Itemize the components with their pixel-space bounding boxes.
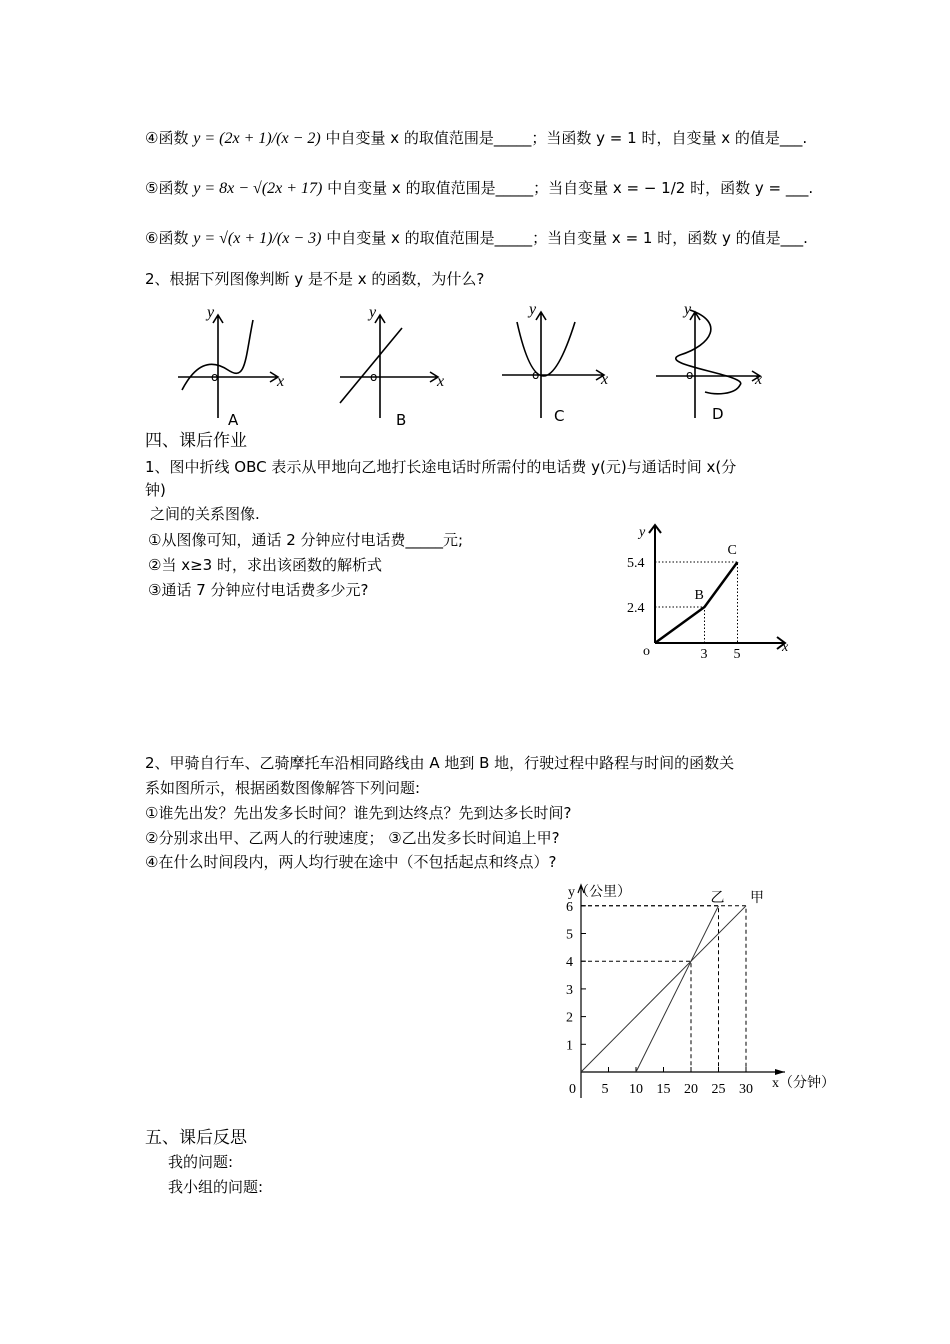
- problem-2-item-3: ④在什么时间段内，两人均行驶在途中（不包括起点和终点）?: [145, 853, 557, 871]
- q4-formula: y = (2x + 1)/(x − 2): [193, 130, 321, 147]
- origin-label: o: [643, 644, 650, 659]
- graph-b-x-label: x: [437, 373, 445, 390]
- x-tick-label: 5: [601, 1082, 609, 1097]
- section-4-title: 四、课后作业: [145, 431, 247, 451]
- graph-b-label: B: [396, 411, 407, 429]
- x-arrow-icon: [775, 1069, 785, 1075]
- x-tick-label: 10: [629, 1082, 643, 1097]
- q6-prefix: ⑥函数: [145, 229, 189, 247]
- problem-2-line-1: 2、甲骑自行车、乙骑摩托车沿相同路线由 A 地到 B 地，行驶过程中路程与时间的函数关: [145, 754, 735, 772]
- graph-a-origin: o: [211, 370, 219, 384]
- x-tick-label: 15: [656, 1082, 671, 1097]
- graph-b-origin: o: [370, 370, 378, 384]
- problem-1-item-1: ①从图像可知，通话 2 分钟应付电话费_____元;: [148, 531, 464, 549]
- problem-2-item-1: ①谁先出发？先出发多长时间？谁先到达终点？先到达多长时间?: [145, 804, 572, 822]
- q5-prefix: ⑤函数: [145, 179, 189, 197]
- y-tick-label: 5: [566, 927, 573, 943]
- y-axis-label: y: [639, 525, 646, 540]
- point-label: B: [694, 588, 704, 603]
- reflection-my-questions: 我的问题:: [168, 1153, 234, 1171]
- reflection-group-questions: 我小组的问题:: [168, 1178, 264, 1196]
- graph-d-label: D: [712, 405, 724, 423]
- q5-formula: y = 8x − √(2x + 17): [193, 180, 323, 197]
- y-axis-label: y（公里）: [568, 885, 631, 900]
- x-axis-label: x（分钟）: [772, 1076, 835, 1091]
- guide-line: [581, 906, 719, 1072]
- x-tick-label: 3: [700, 647, 708, 662]
- x-tick-label: 30: [739, 1082, 753, 1097]
- y-tick-label: 4: [566, 955, 573, 971]
- x-tick-label: 20: [684, 1082, 698, 1097]
- x-tick-label: 25: [711, 1082, 726, 1097]
- series-yi: [636, 906, 719, 1072]
- y-tick-label: 6: [566, 899, 573, 915]
- y-tick-label: 3: [566, 982, 573, 998]
- problem-2-line-2: 系如图所示，根据函数图像解答下列问题:: [145, 779, 421, 797]
- y-tick-label: 2.4: [627, 601, 645, 616]
- question-2-text: 2、根据下列图像判断 y 是不是 x 的函数，为什么?: [145, 270, 485, 288]
- problem-1-item-2: ②当 x≥3 时，求出该函数的解析式: [148, 556, 382, 574]
- problem-1-line-1: 1、图中折线 OBC 表示从甲地向乙地打长途电话时所需付的电话费 y(元)与通话时间 x(分: [145, 458, 737, 476]
- x-tick-label: 5: [733, 647, 741, 662]
- graph-c-origin: o: [532, 368, 540, 382]
- graph-d-x-label: x: [755, 371, 763, 388]
- y-tick-label: 1: [566, 1038, 573, 1054]
- q4-prefix: ④函数: [145, 129, 189, 147]
- problem-1-line-3: 之间的关系图像.: [150, 505, 260, 523]
- graph-a-y-label: y: [207, 304, 215, 321]
- graph-c-x-label: x: [601, 371, 609, 388]
- problem-1-line-2: 钟): [145, 481, 166, 499]
- y-tick-label: 5.4: [627, 556, 645, 571]
- graph-a-x-label: x: [277, 373, 285, 390]
- q6-formula: y = √(x + 1)/(x − 3): [193, 230, 322, 247]
- graph-a-label: A: [228, 411, 239, 429]
- graph-b-y-label: y: [369, 304, 377, 321]
- y-tick-label: 2: [566, 1010, 573, 1026]
- section-5-title: 五、课后反思: [145, 1128, 247, 1148]
- problem-2-item-2: ②分别求出甲、乙两人的行驶速度； ③乙出发多长时间追上甲?: [145, 829, 560, 847]
- graph-c-label: C: [554, 407, 565, 425]
- q4-text: 中自变量 x 的取值范围是_____；当函数 y = 1 时，自变量 x 的值是___.: [325, 129, 808, 147]
- graph-d-origin: o: [686, 368, 694, 382]
- x-tick-label: 0: [569, 1082, 576, 1097]
- x-axis-label: x: [782, 640, 789, 655]
- axes: [578, 885, 785, 1098]
- graph-d-y-label: y: [684, 301, 692, 318]
- q5-text: 中自变量 x 的取值范围是_____；当自变量 x = − 1/2 时，函数 y = ___.: [327, 179, 814, 197]
- problem-1-item-3: ③通话 7 分钟应付电话费多少元?: [148, 581, 369, 599]
- series-label: 乙: [710, 890, 725, 906]
- q6-text: 中自变量 x 的取值范围是_____；当自变量 x = 1 时，函数 y 的值是___.: [326, 229, 808, 247]
- graph-c-y-label: y: [529, 301, 537, 318]
- series-label: 甲: [750, 890, 764, 906]
- point-label: C: [727, 543, 737, 558]
- series-jia: [581, 906, 746, 1072]
